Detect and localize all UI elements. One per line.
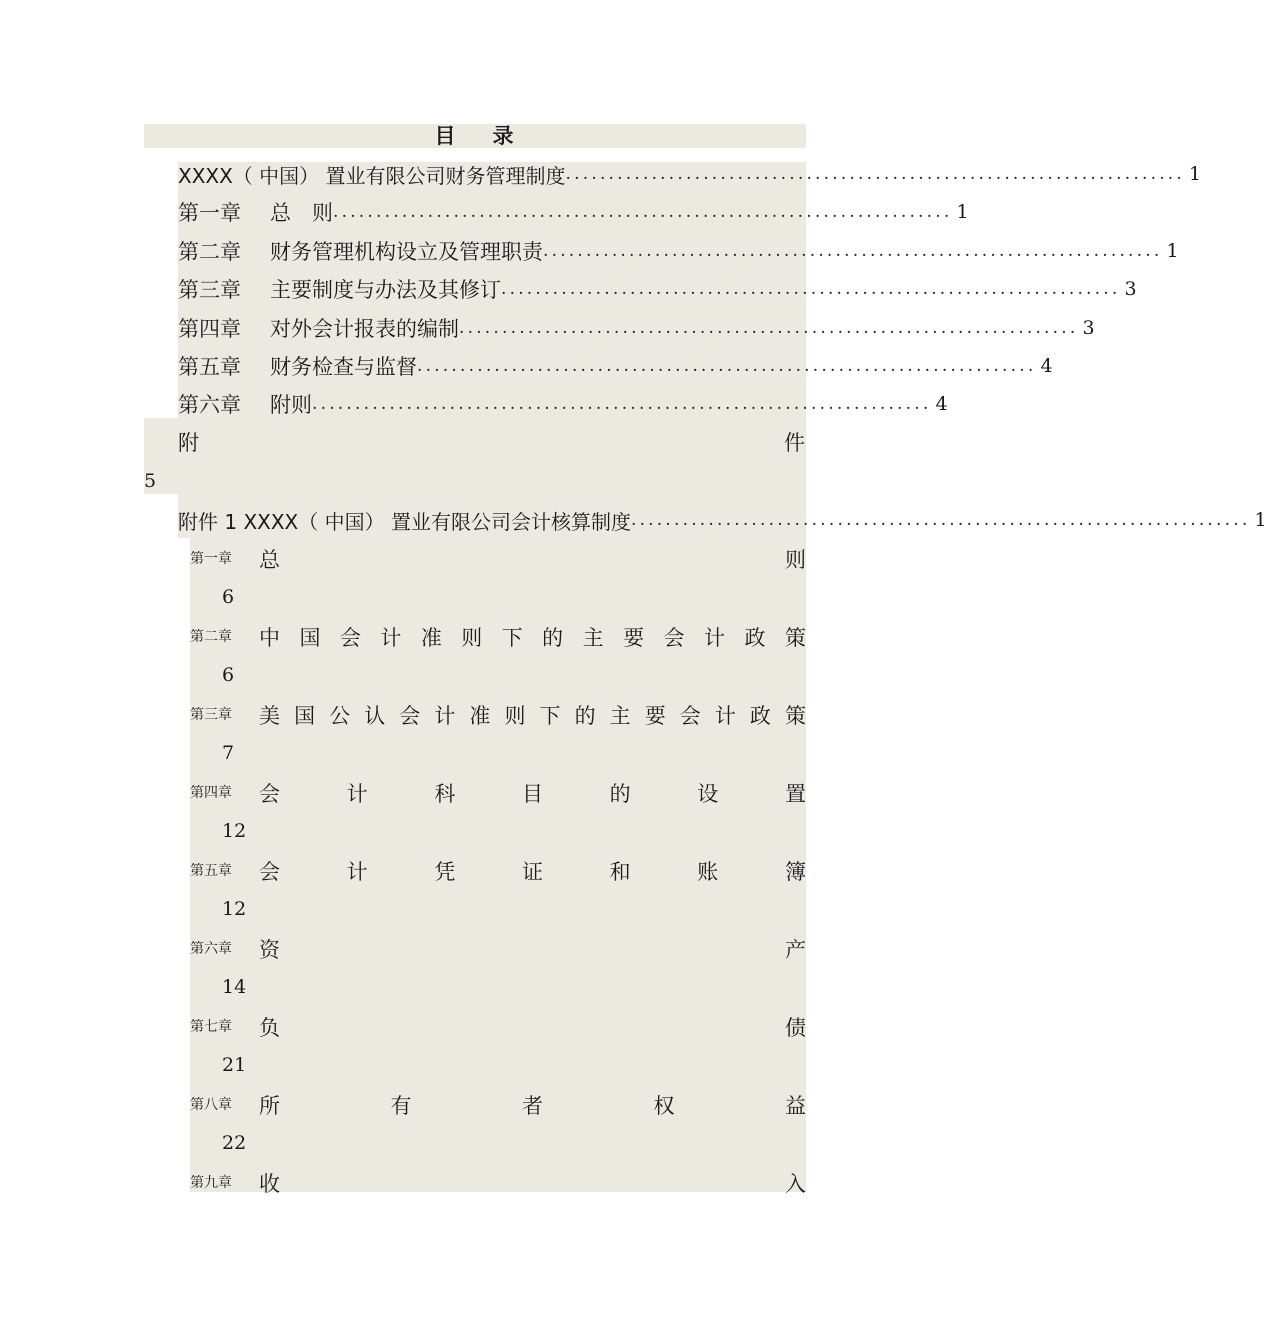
- toc-entry-page: 1: [956, 201, 969, 223]
- appendix-left-char: 附: [178, 431, 199, 455]
- chapter-number: 第二章: [178, 240, 241, 264]
- sub-chapter-title-char: 证: [521, 860, 543, 884]
- sub-chapter-title-char: 目: [521, 782, 543, 806]
- sub-chapter-title-char: 有: [390, 1094, 412, 1118]
- sub-chapter-title-char: 计: [714, 704, 736, 728]
- sub-chapter-title-char: 国: [294, 704, 316, 728]
- toc-entry-label: [178, 236, 543, 266]
- sub-chapter-title-char: 资: [259, 938, 280, 962]
- sub-chapter-title[interactable]: [259, 774, 806, 812]
- chapter-title: 附则: [270, 393, 312, 417]
- sub-chapter-title-char: 会: [399, 704, 421, 728]
- sub-chapter-title-char: 所: [259, 1094, 280, 1118]
- chapter-number: 第一章: [178, 201, 241, 225]
- sub-chapter-number: 第七章: [190, 1019, 232, 1035]
- toc-entry[interactable]: [178, 385, 948, 423]
- sub-chapter-number: 第六章: [190, 941, 232, 957]
- sub-chapter-page: 6: [222, 664, 235, 686]
- sub-chapter-page: 21: [222, 1054, 247, 1076]
- sub-chapter-title-char: 债: [785, 1016, 806, 1040]
- toc-leader: ........................................................................: [459, 318, 1079, 338]
- chapter-number: 第三章: [178, 278, 241, 302]
- sub-chapter-title[interactable]: [259, 540, 806, 578]
- sub-chapter-title-char: 计: [434, 704, 456, 728]
- sub-chapter-title-char: 账: [697, 860, 719, 884]
- sub-chapter-title-char: 计: [703, 626, 725, 650]
- toc-leader: ........................................................................: [630, 510, 1251, 530]
- toc-title-char: 目: [434, 124, 458, 148]
- sub-chapter-title-char: 政: [744, 626, 766, 650]
- toc-entry-page: 3: [1124, 278, 1137, 300]
- toc-entry-label: [178, 389, 312, 419]
- sub-chapter-title-char: 簿: [784, 860, 806, 884]
- sub-chapter-title[interactable]: [259, 618, 806, 656]
- toc-entry[interactable]: [178, 193, 969, 231]
- sub-chapter-title-char: 美: [259, 704, 280, 728]
- sub-chapter-title-char: 产: [785, 938, 806, 962]
- chapter-title: 财务检查与监督: [270, 355, 417, 379]
- sub-chapter-title-char: 下: [539, 704, 561, 728]
- sub-chapter-page: 12: [222, 898, 247, 920]
- sub-chapter-title-char: 益: [785, 1094, 806, 1118]
- sub-chapter-number: 第一章: [190, 551, 232, 567]
- appendix1-entry[interactable]: [178, 501, 1267, 539]
- sub-chapter-page: 7: [222, 742, 235, 764]
- sub-chapter-title-char: 计: [346, 782, 368, 806]
- sub-chapter-title[interactable]: [259, 1164, 806, 1202]
- sub-chapter-title-char: 准: [420, 626, 442, 650]
- appendix-right-char: 件: [784, 431, 805, 455]
- toc-entry-page: 1: [1166, 240, 1179, 262]
- sub-chapter-title-char: 置: [784, 782, 806, 806]
- toc-title: [144, 124, 806, 148]
- sub-chapter-title-char: 设: [697, 782, 719, 806]
- sub-chapter-title-char: 主: [582, 626, 604, 650]
- toc-entry-page: 1: [1189, 163, 1202, 185]
- toc-leader: ........................................................................: [543, 241, 1163, 261]
- toc-leader: ........................................................................: [312, 394, 932, 414]
- sub-chapter-title-char: 中: [259, 626, 280, 650]
- appendix1-label: 附件 1 XXXX（ 中国） 置业有限公司会计核算制度: [178, 509, 631, 534]
- sub-chapter-number: 第五章: [190, 863, 232, 879]
- sub-chapter-title-char: 会: [339, 626, 361, 650]
- toc-leader: ........................................................................: [417, 356, 1037, 376]
- sub-chapter-title-char: 科: [434, 782, 456, 806]
- sub-chapter-title[interactable]: [259, 852, 806, 890]
- toc-entry-page: 4: [1040, 355, 1053, 377]
- sub-chapter-title-char: 公: [329, 704, 351, 728]
- chapter-title: 主要制度与办法及其修订: [270, 278, 501, 302]
- sub-chapter-page: 12: [222, 820, 247, 842]
- chapter-title: 总 则: [270, 201, 333, 225]
- sub-chapter-title-char: 国: [299, 626, 321, 650]
- sub-chapter-title-char: 会: [259, 782, 280, 806]
- chapter-number: 第四章: [178, 317, 241, 341]
- toc-entry[interactable]: [178, 270, 1137, 308]
- sub-chapter-title-char: 的: [542, 626, 564, 650]
- appendix1-page: 1: [1254, 509, 1267, 531]
- sub-chapter-title-char: 则: [461, 626, 483, 650]
- sub-chapter-title-char: 主: [609, 704, 631, 728]
- toc-entry[interactable]: [178, 155, 1202, 193]
- sub-chapter-title[interactable]: [259, 696, 806, 734]
- toc-entry-label: [178, 197, 333, 227]
- chapter-title: 对外会计报表的编制: [270, 317, 459, 341]
- sub-chapter-title-char: 负: [259, 1016, 280, 1040]
- sub-chapter-title-char: 策: [784, 704, 806, 728]
- sub-chapter-title-char: 总: [259, 548, 280, 572]
- toc-entry-page: 3: [1082, 317, 1095, 339]
- sub-chapter-number: 第三章: [190, 707, 232, 723]
- sub-chapter-title-char: 要: [623, 626, 645, 650]
- appendix-band: [144, 418, 806, 494]
- sub-chapter-title[interactable]: [259, 1008, 806, 1046]
- toc-entry[interactable]: [178, 232, 1179, 270]
- sub-chapter-number: 第四章: [190, 785, 232, 801]
- sub-chapter-title-char: 则: [504, 704, 526, 728]
- sub-chapter-title-char: 的: [609, 782, 631, 806]
- sub-chapter-title-char: 要: [644, 704, 666, 728]
- sub-chapter-number: 第二章: [190, 629, 232, 645]
- sub-chapter-title-char: 收: [259, 1172, 280, 1196]
- sub-chapter-title-char: 入: [785, 1172, 806, 1196]
- sub-chapter-title-char: 政: [749, 704, 771, 728]
- sub-chapter-page: 14: [222, 976, 247, 998]
- toc-entry-label: [178, 313, 459, 343]
- sub-chapter-title[interactable]: [259, 930, 806, 968]
- sub-chapter-title-char: 计: [346, 860, 368, 884]
- sub-chapter-page: 22: [222, 1132, 247, 1154]
- toc-title-char: 录: [492, 124, 516, 148]
- sub-chapter-page: 6: [222, 586, 235, 608]
- toc-entry-page: 4: [935, 393, 948, 415]
- sub-chapter-title-char: 会: [679, 704, 701, 728]
- chapter-number: 第六章: [178, 393, 241, 417]
- sub-chapter-title-char: 策: [784, 626, 806, 650]
- sub-chapter-title-char: 认: [364, 704, 386, 728]
- chapter-title: 财务管理机构设立及管理职责: [270, 240, 543, 264]
- sub-chapter-title-char: 的: [574, 704, 596, 728]
- sub-chapter-title-char: 下: [501, 626, 523, 650]
- toc-entry-label: [178, 274, 501, 304]
- sub-chapter-title-char: 和: [609, 860, 631, 884]
- sub-chapter-title-char: 者: [522, 1094, 543, 1118]
- sub-chapter-title-char: 准: [469, 704, 491, 728]
- toc-entry[interactable]: [178, 309, 1095, 347]
- sub-chapter-title-char: 凭: [434, 860, 456, 884]
- toc-leader: ........................................................................: [501, 279, 1121, 299]
- sub-chapter-title-char: 会: [259, 860, 280, 884]
- sub-chapter-number: 第九章: [190, 1175, 232, 1191]
- sub-chapter-title-char: 权: [653, 1094, 675, 1118]
- appendix-page: 5: [144, 470, 157, 492]
- toc-entry-label: [178, 351, 417, 381]
- sub-chapter-title-char: 则: [785, 548, 806, 572]
- sub-chapter-title-char: 会: [663, 626, 685, 650]
- toc-leader: ........................................................................: [333, 202, 953, 222]
- sub-chapter-number: 第八章: [190, 1097, 232, 1113]
- chapter-number: 第五章: [178, 355, 241, 379]
- sub-chapter-title[interactable]: [259, 1086, 806, 1124]
- sub-chapter-title-char: 计: [380, 626, 402, 650]
- toc-entry-label: XXXX（ 中国） 置业有限公司财务管理制度: [178, 163, 566, 188]
- toc-leader: ........................................................................: [565, 164, 1186, 184]
- toc-entry[interactable]: [178, 347, 1053, 385]
